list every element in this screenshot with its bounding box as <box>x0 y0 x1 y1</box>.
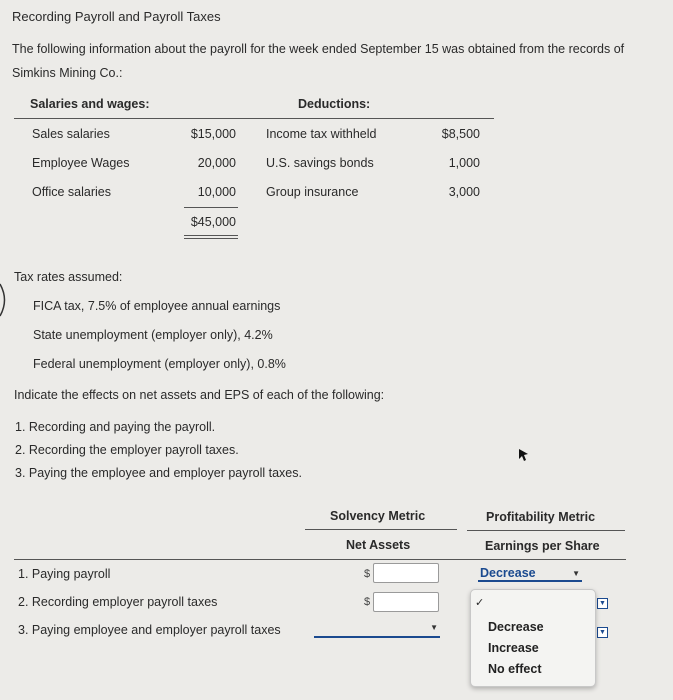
subtotal-line <box>184 207 238 208</box>
step-item: 1. Recording and paying the payroll. <box>15 420 216 434</box>
header-rule <box>305 529 457 530</box>
net-assets-input-2[interactable] <box>373 592 439 612</box>
deduction-label: U.S. savings bonds <box>266 156 374 170</box>
tax-rate-item: Federal unemployment (employer only), 0.8% <box>33 357 286 371</box>
salary-amount: $15,000 <box>190 127 236 141</box>
row-label-paying-payroll: 1. Paying payroll <box>18 567 111 581</box>
intro-text: The following information about the payroll for the week ended September 15 was obtained from the records of <box>12 42 625 56</box>
page-title: Recording Payroll and Payroll Taxes <box>12 9 221 24</box>
salaries-header: Salaries and wages: <box>30 97 150 111</box>
intro-text-2: Simkins Mining Co.: <box>12 66 123 80</box>
net-assets-header: Net Assets <box>346 538 411 552</box>
deduction-amount: $8,500 <box>441 127 480 141</box>
dollar-sign: $ <box>364 568 371 580</box>
dollar-sign: $ <box>364 596 371 608</box>
profitability-metric-header: Profitability Metric <box>486 510 596 524</box>
salary-label: Sales salaries <box>32 127 110 141</box>
eps-header: Earnings per Share <box>485 539 600 553</box>
deduction-label: Group insurance <box>266 185 359 199</box>
salary-amount: 10,000 <box>197 185 236 199</box>
instruction-text: Indicate the effects on net assets and EPS of each of the following: <box>14 388 385 402</box>
checkmark-icon: ✓ <box>475 597 485 609</box>
table-divider <box>14 118 494 119</box>
dropdown-option-decrease[interactable]: Decrease <box>488 620 544 634</box>
solvency-metric-header: Solvency Metric <box>330 509 426 523</box>
salaries-total: $45,000 <box>190 215 236 229</box>
eps-select-1[interactable] <box>478 566 582 582</box>
eps-select-3-toggle[interactable]: ▼ <box>597 627 608 638</box>
deduction-amount: 3,000 <box>448 185 480 199</box>
dropdown-option-no-effect[interactable]: No effect <box>488 662 542 676</box>
eps-select-2-toggle[interactable]: ▼ <box>597 598 608 609</box>
chevron-down-icon: ▼ <box>430 623 438 632</box>
tax-rate-item: State unemployment (employer only), 4.2% <box>33 328 273 342</box>
tax-rates-heading: Tax rates assumed: <box>14 270 123 284</box>
salary-label: Office salaries <box>32 185 111 199</box>
salary-label: Employee Wages <box>32 156 130 170</box>
eps-select-value: Decrease <box>480 566 536 580</box>
page-edge-arc <box>0 282 10 318</box>
dropdown-menu <box>470 589 596 687</box>
total-double-underline <box>184 235 238 239</box>
tax-rate-item: FICA tax, 7.5% of employee annual earnings <box>33 299 281 313</box>
step-item: 2. Recording the employer payroll taxes. <box>15 443 239 457</box>
table-header-line <box>14 559 626 560</box>
chevron-down-icon: ▼ <box>572 569 580 578</box>
row-label-employer-taxes: 2. Recording employer payroll taxes <box>18 595 218 609</box>
cursor-icon <box>518 448 530 462</box>
dropdown-option-increase[interactable]: Increase <box>488 641 539 655</box>
row-label-paying-taxes: 3. Paying employee and employer payroll taxes <box>18 623 281 637</box>
net-assets-select-3[interactable] <box>314 622 440 638</box>
deductions-header: Deductions: <box>298 97 371 111</box>
salary-amount: 20,000 <box>197 156 236 170</box>
deduction-label: Income tax withheld <box>266 127 377 141</box>
header-rule <box>467 530 625 531</box>
step-item: 3. Paying the employee and employer payroll taxes. <box>15 466 302 480</box>
deduction-amount: 1,000 <box>448 156 480 170</box>
net-assets-input-1[interactable] <box>373 563 439 583</box>
